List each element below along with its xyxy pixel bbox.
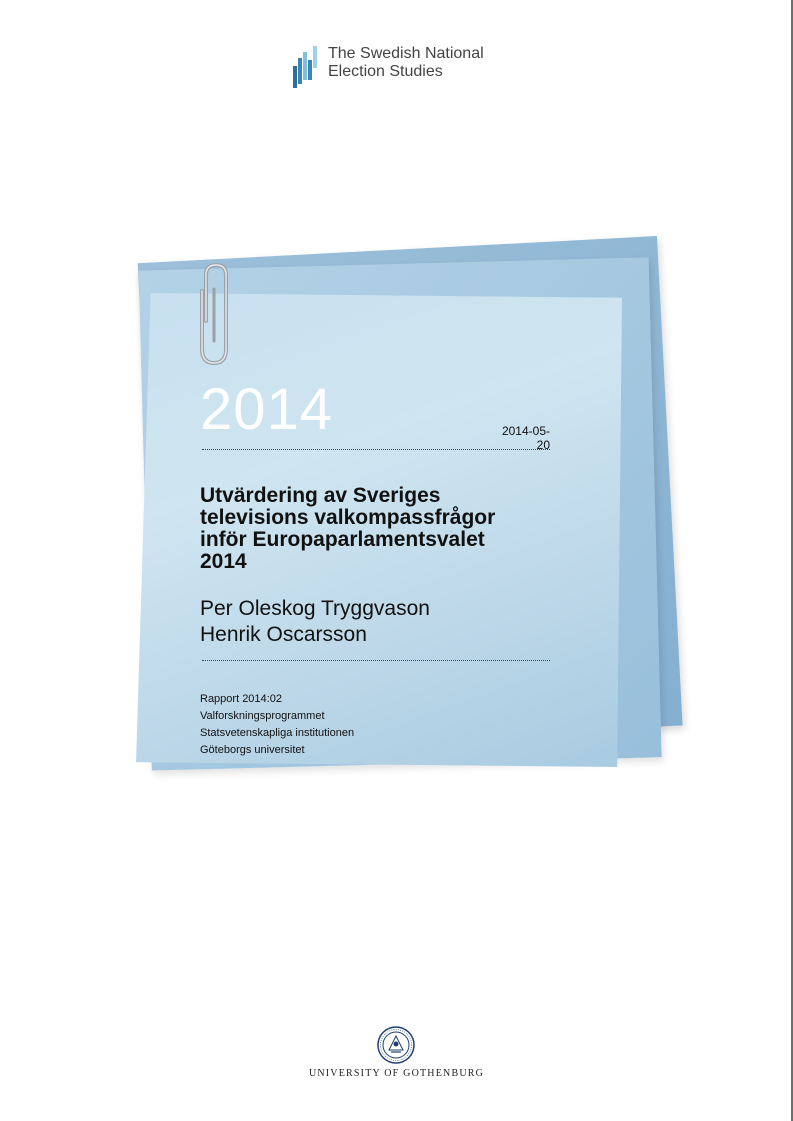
report-title [200,485,590,573]
report-number: Rapport 2014:02 [200,693,282,705]
report-year: 2014 [200,377,334,442]
paperclip-icon [192,261,236,367]
report-authors [200,596,430,648]
report-date: 2014-05-20 [501,424,550,452]
report-details [200,691,354,759]
title-line: Utvärdering av Sveriges [200,484,441,507]
program-name: Valforskningsprogrammet [200,710,325,722]
department-name: Statsvetenskapliga institutionen [200,727,355,739]
sne-logo-text [328,45,484,81]
dotted-divider-top [202,449,550,450]
author-name: Per Oleskog Tryggvason [200,597,430,620]
author-name: Henrik Oscarsson [200,623,367,646]
sne-logo [292,44,512,88]
university-wordmark: UNIVERSITY OF GOTHENBURG [308,1068,485,1079]
university-seal-icon [377,1026,415,1064]
title-line: inför Europaparlamentsvalet [200,528,485,551]
bar-chart-logo-icon [292,44,318,88]
logo-line-1: The Swedish National [328,45,484,62]
university-name: Göteborgs universitet [200,744,305,756]
dotted-divider-bottom [202,660,550,661]
title-line: televisions valkompassfrågor [200,506,496,529]
logo-line-2: Election Studies [328,63,443,80]
title-line: 2014 [200,550,247,573]
